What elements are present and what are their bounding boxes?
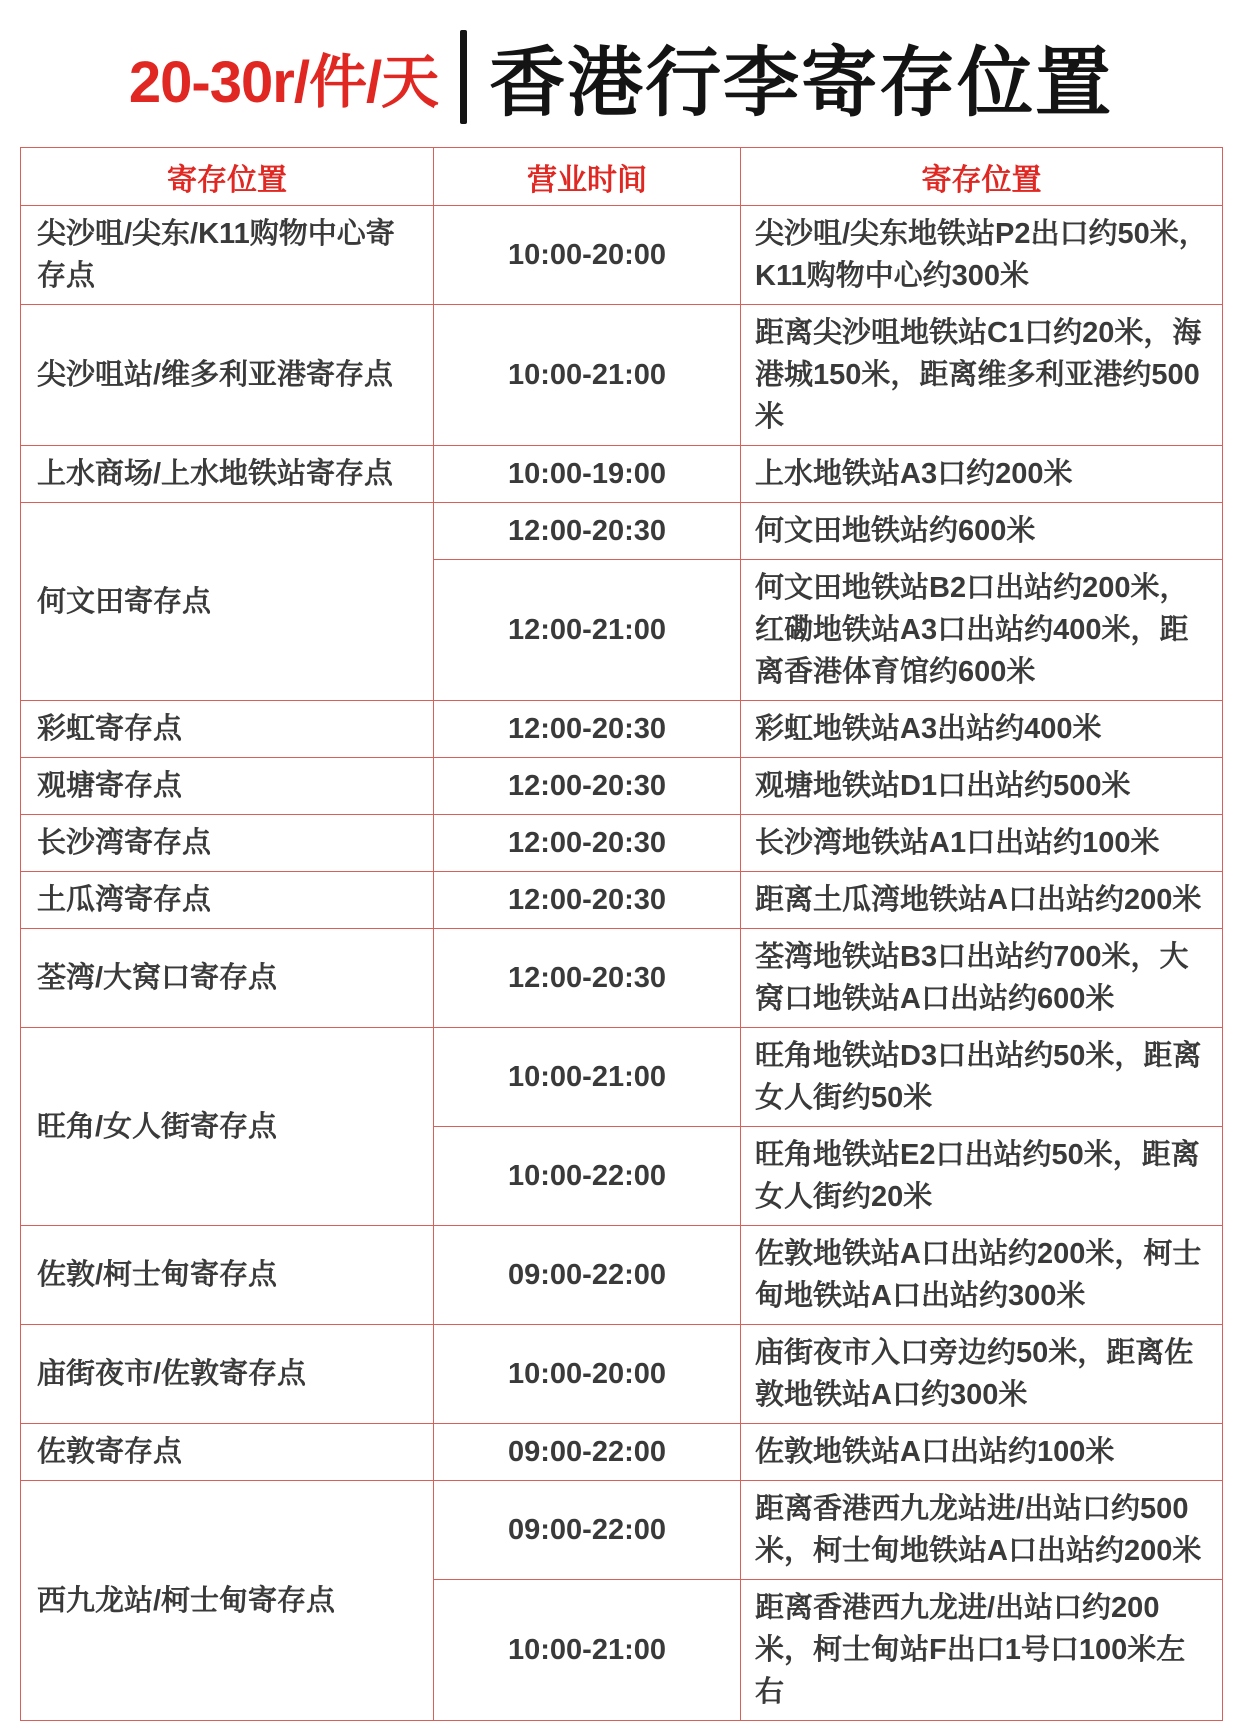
location-name-cell: 观塘寄存点 xyxy=(21,758,434,815)
table-row xyxy=(21,872,1223,929)
storage-table xyxy=(20,147,1223,1721)
page-header xyxy=(0,14,1242,139)
location-detail-cell: 上水地铁站A3口约200米 xyxy=(741,446,1223,503)
location-detail-cell: 距离土瓜湾地铁站A口出站约200米 xyxy=(741,872,1223,929)
price-tag: 20-30r/件/天 xyxy=(128,49,439,115)
table-row xyxy=(21,815,1223,872)
business-hours-cell: 10:00-21:00 xyxy=(434,1028,741,1127)
business-hours-cell: 09:00-22:00 xyxy=(434,1226,741,1325)
table-row xyxy=(21,1424,1223,1481)
business-hours-cell: 12:00-20:30 xyxy=(434,503,741,560)
location-detail-cell: 观塘地铁站D1口出站约500米 xyxy=(741,758,1223,815)
business-hours-cell: 12:00-20:30 xyxy=(434,758,741,815)
location-name-cell: 荃湾/大窝口寄存点 xyxy=(21,929,434,1028)
business-hours-cell: 10:00-19:00 xyxy=(434,446,741,503)
location-name-cell: 上水商场/上水地铁站寄存点 xyxy=(21,446,434,503)
location-name-cell: 西九龙站/柯士甸寄存点 xyxy=(21,1481,434,1721)
business-hours-cell: 12:00-21:00 xyxy=(434,560,741,701)
location-detail-cell: 长沙湾地铁站A1口出站约100米 xyxy=(741,815,1223,872)
location-detail-cell: 距离香港西九龙站进/出站口约500米，柯士甸地铁站A口出站约200米 xyxy=(741,1481,1223,1580)
table-row xyxy=(21,701,1223,758)
location-detail-cell: 旺角地铁站D3口出站约50米，距离女人街约50米 xyxy=(741,1028,1223,1127)
location-detail-cell: 佐敦地铁站A口出站约200米，柯士甸地铁站A口出站约300米 xyxy=(741,1226,1223,1325)
column-header-detail: 寄存位置 xyxy=(741,148,1223,206)
location-detail-cell: 彩虹地铁站A3出站约400米 xyxy=(741,701,1223,758)
location-detail-cell: 荃湾地铁站B3口出站约700米，大窝口地铁站A口出站约600米 xyxy=(741,929,1223,1028)
page-title: 香港行李寄存位置 xyxy=(489,41,1114,126)
business-hours-cell: 10:00-22:00 xyxy=(434,1127,741,1226)
table-row xyxy=(21,1226,1223,1325)
location-name-cell: 庙街夜市/佐敦寄存点 xyxy=(21,1325,434,1424)
location-name-cell: 彩虹寄存点 xyxy=(21,701,434,758)
location-detail-cell: 佐敦地铁站A口出站约100米 xyxy=(741,1424,1223,1481)
location-detail-cell: 尖沙咀/尖东地铁站P2出口约50米，K11购物中心约300米 xyxy=(741,206,1223,305)
business-hours-cell: 12:00-20:30 xyxy=(434,815,741,872)
business-hours-cell: 10:00-21:00 xyxy=(434,305,741,446)
location-detail-cell: 旺角地铁站E2口出站约50米，距离女人街约20米 xyxy=(741,1127,1223,1226)
table-row xyxy=(21,446,1223,503)
table-header-row xyxy=(21,148,1223,206)
table-row xyxy=(21,758,1223,815)
location-name-cell: 尖沙咀站/维多利亚港寄存点 xyxy=(21,305,434,446)
location-detail-cell: 庙街夜市入口旁边约50米，距离佐敦地铁站A口约300米 xyxy=(741,1325,1223,1424)
title-divider-bar xyxy=(460,30,467,124)
business-hours-cell: 09:00-22:00 xyxy=(434,1481,741,1580)
business-hours-cell: 10:00-21:00 xyxy=(434,1580,741,1721)
table-row xyxy=(21,1481,1223,1580)
table-row xyxy=(21,503,1223,560)
location-detail-cell: 何文田地铁站B2口出站约200米，红磡地铁站A3口出站约400米，距离香港体育馆约600米 xyxy=(741,560,1223,701)
column-header-location: 寄存位置 xyxy=(21,148,434,206)
location-name-cell: 佐敦/柯士甸寄存点 xyxy=(21,1226,434,1325)
business-hours-cell: 12:00-20:30 xyxy=(434,929,741,1028)
business-hours-cell: 12:00-20:30 xyxy=(434,872,741,929)
table-row xyxy=(21,1325,1223,1424)
location-name-cell: 何文田寄存点 xyxy=(21,503,434,701)
business-hours-cell: 10:00-20:00 xyxy=(434,206,741,305)
business-hours-cell: 09:00-22:00 xyxy=(434,1424,741,1481)
business-hours-cell: 12:00-20:30 xyxy=(434,701,741,758)
location-name-cell: 佐敦寄存点 xyxy=(21,1424,434,1481)
location-detail-cell: 距离香港西九龙进/出站口约200米，柯士甸站F出口1号口100米左右 xyxy=(741,1580,1223,1721)
location-name-cell: 土瓜湾寄存点 xyxy=(21,872,434,929)
location-name-cell: 旺角/女人街寄存点 xyxy=(21,1028,434,1226)
location-detail-cell: 距离尖沙咀地铁站C1口约20米，海港城150米，距离维多利亚港约500米 xyxy=(741,305,1223,446)
location-name-cell: 尖沙咀/尖东/K11购物中心寄存点 xyxy=(21,206,434,305)
column-header-hours: 营业时间 xyxy=(434,148,741,206)
business-hours-cell: 10:00-20:00 xyxy=(434,1325,741,1424)
location-name-cell: 长沙湾寄存点 xyxy=(21,815,434,872)
location-detail-cell: 何文田地铁站约600米 xyxy=(741,503,1223,560)
storage-table-wrap xyxy=(20,147,1222,1721)
table-row xyxy=(21,206,1223,305)
storage-table-body xyxy=(21,206,1223,1721)
table-row xyxy=(21,1028,1223,1127)
table-row xyxy=(21,929,1223,1028)
table-row xyxy=(21,305,1223,446)
